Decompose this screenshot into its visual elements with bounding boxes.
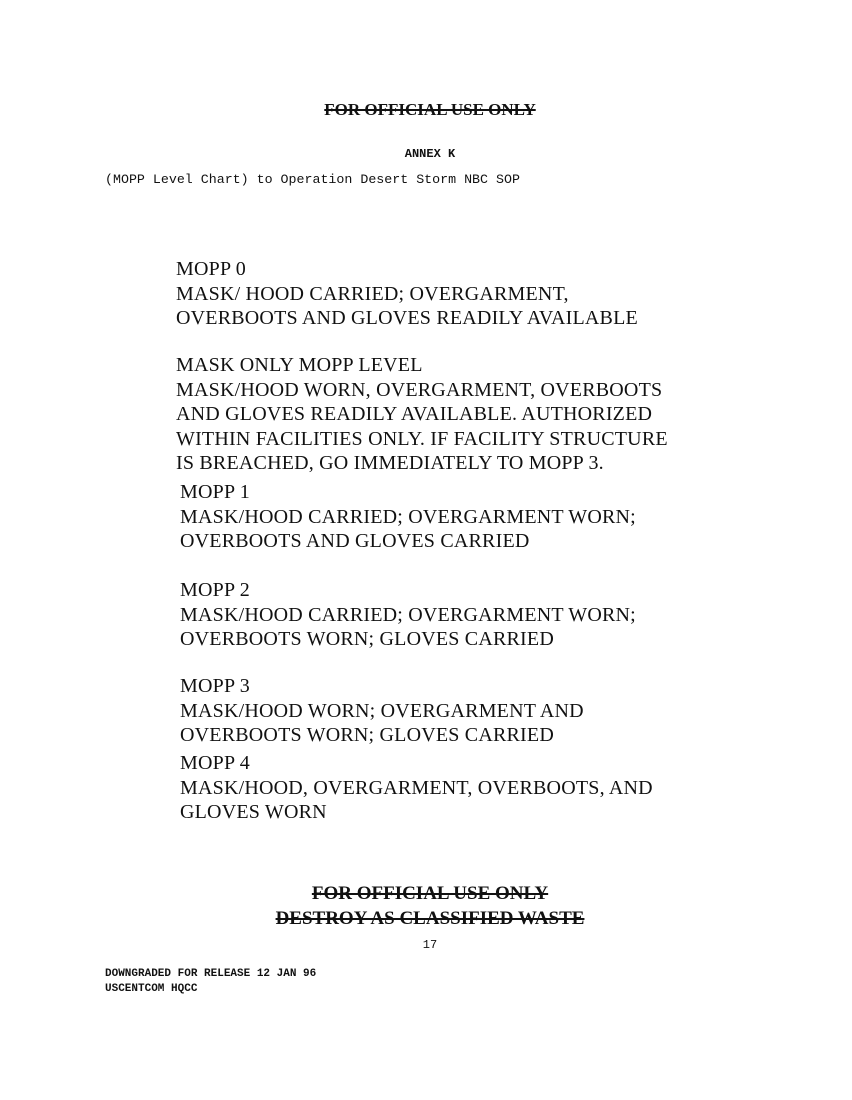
- mopp-level-description-line: GLOVES WORN: [180, 801, 327, 823]
- mopp-level-description-line: MASK/HOOD WORN, OVERGARMENT, OVERBOOTS: [176, 378, 663, 401]
- mopp-level-description-line: MASK/HOOD WORN; OVERGARMENT AND: [180, 699, 584, 722]
- release-line-2: USCENTCOM HQCC: [105, 983, 198, 995]
- mopp-level-block: [180, 578, 636, 652]
- mopp-level-description-line: MASK/HOOD, OVERGARMENT, OVERBOOTS, AND: [180, 776, 653, 799]
- annex-title: ANNEX K: [404, 147, 456, 161]
- mopp-level-title: MOPP 1: [180, 481, 250, 503]
- mopp-level-title: MOPP 3: [180, 675, 250, 697]
- footer-marking: FOR OFFICIAL USE ONLY: [311, 883, 549, 904]
- mopp-level-title: MOPP 4: [180, 752, 250, 774]
- mopp-level-description-line: OVERBOOTS WORN; GLOVES CARRIED: [180, 628, 554, 650]
- mopp-level-title: MOPP 2: [180, 579, 250, 601]
- mopp-level-block: [180, 674, 584, 748]
- mopp-level-description-line: MASK/HOOD CARRIED; OVERGARMENT WORN;: [180, 505, 636, 528]
- mopp-level-description-line: OVERBOOTS AND GLOVES READILY AVAILABLE: [176, 307, 638, 329]
- mopp-level-description-line: MASK/HOOD CARRIED; OVERGARMENT WORN;: [180, 603, 636, 626]
- mopp-level-description-line: WITHIN FACILITIES ONLY. IF FACILITY STRUCTURE: [176, 427, 668, 450]
- page-number: 17: [422, 938, 438, 952]
- footer-destroy-marking: DESTROY AS CLASSIFIED WASTE: [275, 908, 585, 929]
- mopp-level-block: [176, 257, 638, 331]
- mopp-level-description-line: IS BREACHED, GO IMMEDIATELY TO MOPP 3.: [176, 452, 604, 474]
- header-marking: FOR OFFICIAL USE ONLY: [324, 100, 536, 119]
- mopp-level-description-line: AND GLOVES READILY AVAILABLE. AUTHORIZED: [176, 403, 653, 425]
- mopp-level-title: MOPP 0: [176, 258, 246, 280]
- mopp-level-block: [176, 353, 668, 476]
- mopp-level-block: [180, 751, 653, 825]
- release-line-1: DOWNGRADED FOR RELEASE 12 JAN 96: [105, 968, 317, 980]
- mopp-level-description-line: OVERBOOTS WORN; GLOVES CARRIED: [180, 724, 554, 746]
- document-subtitle: (MOPP Level Chart) to Operation Desert Storm NBC SOP: [105, 172, 520, 187]
- mopp-level-description-line: MASK/ HOOD CARRIED; OVERGARMENT,: [176, 282, 569, 305]
- mopp-level-block: [180, 480, 636, 554]
- mopp-level-title: MASK ONLY MOPP LEVEL: [176, 354, 423, 376]
- mopp-level-description-line: OVERBOOTS AND GLOVES CARRIED: [180, 530, 530, 552]
